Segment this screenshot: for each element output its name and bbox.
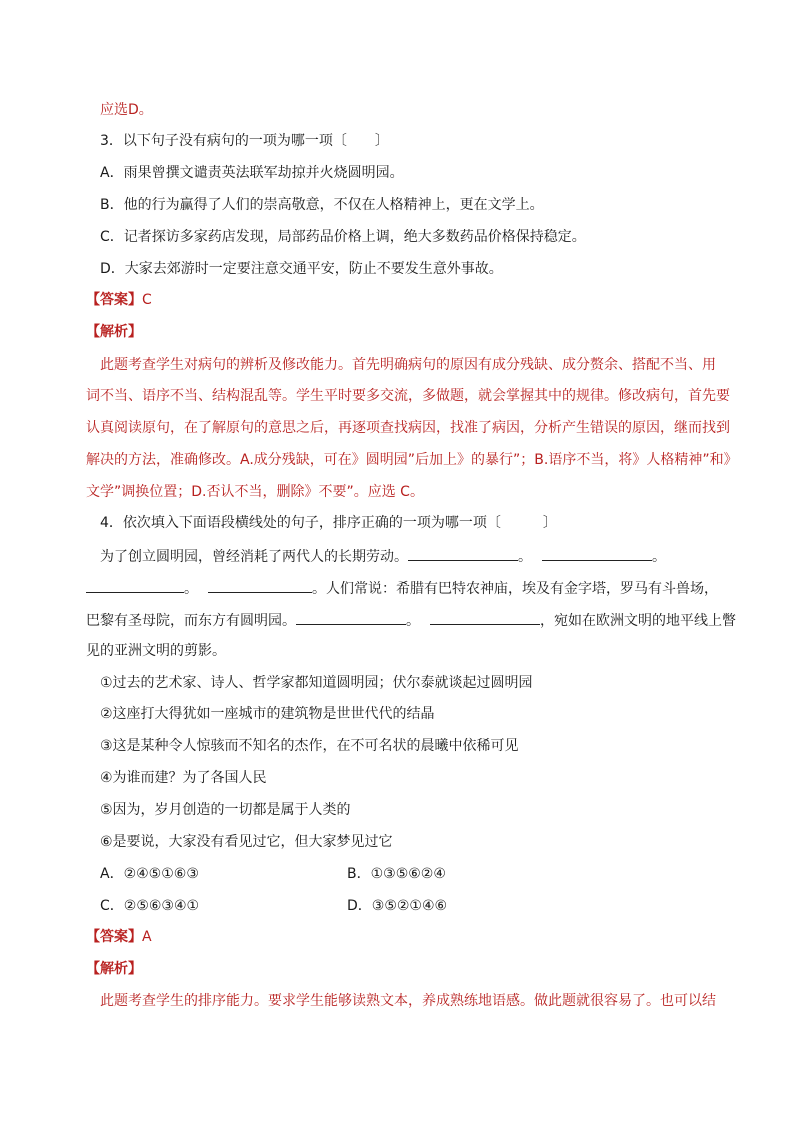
q4-blank-2	[542, 545, 652, 561]
prev-answer-tail: 应选D。	[100, 102, 153, 118]
q4-period-2: 。	[652, 549, 666, 565]
q4-blank-1	[408, 545, 518, 561]
q4-passage-text-2: 。人们常说：希腊有巴特农神庙，埃及有金字塔，罗马有斗兽场，	[312, 581, 718, 597]
q4-sentence-3: ③这是某种令人惊骇而不知名的杰作，在不可名状的晨曦中依稀可见	[100, 738, 519, 754]
q4-passage-line-3	[86, 609, 736, 631]
q4-passage-line-2	[86, 577, 718, 599]
q3-option-d: D．大家去郊游时一定要注意交通平安，防止不要发生意外事故。	[100, 261, 503, 277]
q3-answer	[86, 290, 152, 310]
q4-passage-tail-3: ，宛如在欧洲文明的地平线上瞥	[540, 613, 736, 629]
q4-sentence-2: ②这座打大得犹如一座城市的建筑物是世世代代的结晶	[100, 706, 435, 722]
q3-option-a: A．雨果曾撰文谴责英法联军劫掠并火烧圆明园。	[100, 165, 404, 181]
q4-passage-line-4: 见的亚洲文明的剪影。	[86, 643, 226, 659]
q3-stem: 3．以下句子没有病句的一项为哪一项〔 〕	[100, 133, 389, 149]
q4-analysis-line-1: 此题考查学生的排序能力。要求学生能够读熟文本，养成熟练地语感。做此题就很容易了。也可以结	[100, 993, 716, 1009]
q3-analysis-label: 【解析】	[86, 324, 142, 340]
q4-option-b: B．①③⑤⑥②④	[347, 866, 446, 882]
q4-answer-label: 【答案】	[86, 929, 142, 945]
q4-period-1: 。	[518, 549, 532, 565]
q4-blank-5	[296, 609, 406, 625]
q4-period-5: 。	[406, 613, 420, 629]
q3-option-c: C．记者探访多家药店发现，局部药品价格上调，绝大多数药品价格保持稳定。	[100, 229, 586, 245]
q3-analysis-line-2: 词不当、语序不当、结构混乱等。学生平时要多交流，多做题，就会掌握其中的规律。修改病句，首先要	[86, 388, 730, 404]
q4-option-a: A．②④⑤①⑥③	[100, 866, 199, 882]
q4-analysis-label: 【解析】	[86, 961, 142, 977]
q4-sentence-5: ⑤因为，岁月创造的一切都是属于人类的	[100, 802, 351, 818]
q3-option-b: B．他的行为赢得了人们的崇高敬意，不仅在人格精神上，更在文学上。	[100, 197, 544, 213]
q3-analysis-line-5: 文学”调换位置；D.否认不当，删除》不要”。应选 C。	[86, 484, 424, 500]
q4-passage-text-1: 为了创立圆明园，曾经消耗了两代人的长期劳动。	[100, 549, 408, 565]
q3-analysis-line-4: 解决的方法，准确修改。A.成分残缺，可在》圆明园”后加上》的暴行”；B.语序不当，将》人格精神”和》	[86, 452, 738, 468]
q4-sentence-1: ①过去的艺术家、诗人、哲学家都知道圆明园；伏尔泰就谈起过圆明园	[100, 675, 533, 691]
q4-stem: 4．依次填入下面语段横线处的句子，排序正确的一项为哪一项〔 〕	[100, 515, 557, 531]
q4-passage-text-3: 巴黎有圣母院，而东方有圆明园。	[86, 613, 296, 629]
q4-sentence-4: ④为谁而建？为了各国人民	[100, 770, 267, 786]
q4-answer	[86, 927, 152, 947]
q4-blank-4	[208, 577, 312, 593]
q4-answer-value: A	[142, 929, 152, 945]
q3-answer-label: 【答案】	[86, 292, 142, 308]
q3-answer-value: C	[142, 292, 152, 308]
q3-analysis-line-3: 认真阅读原句，在了解原句的意思之后，再逐项查找病因，找准了病因，分析产生错误的原因，继而找到	[86, 420, 730, 436]
q4-option-c: C．②⑤⑥③④①	[100, 898, 200, 914]
q4-blank-3	[86, 577, 184, 593]
q3-analysis-line-1: 此题考查学生对病句的辨析及修改能力。首先明确病句的原因有成分残缺、成分赘余、搭配不当、用	[100, 357, 716, 373]
q4-option-d: D．③⑤②①④⑥	[347, 898, 448, 914]
q4-sentence-6: ⑥是要说，大家没有看见过它，但大家梦见过它	[100, 834, 393, 850]
q4-period-3: 。	[184, 581, 198, 597]
q4-blank-6	[430, 609, 540, 625]
q4-passage-line-1	[100, 545, 666, 567]
